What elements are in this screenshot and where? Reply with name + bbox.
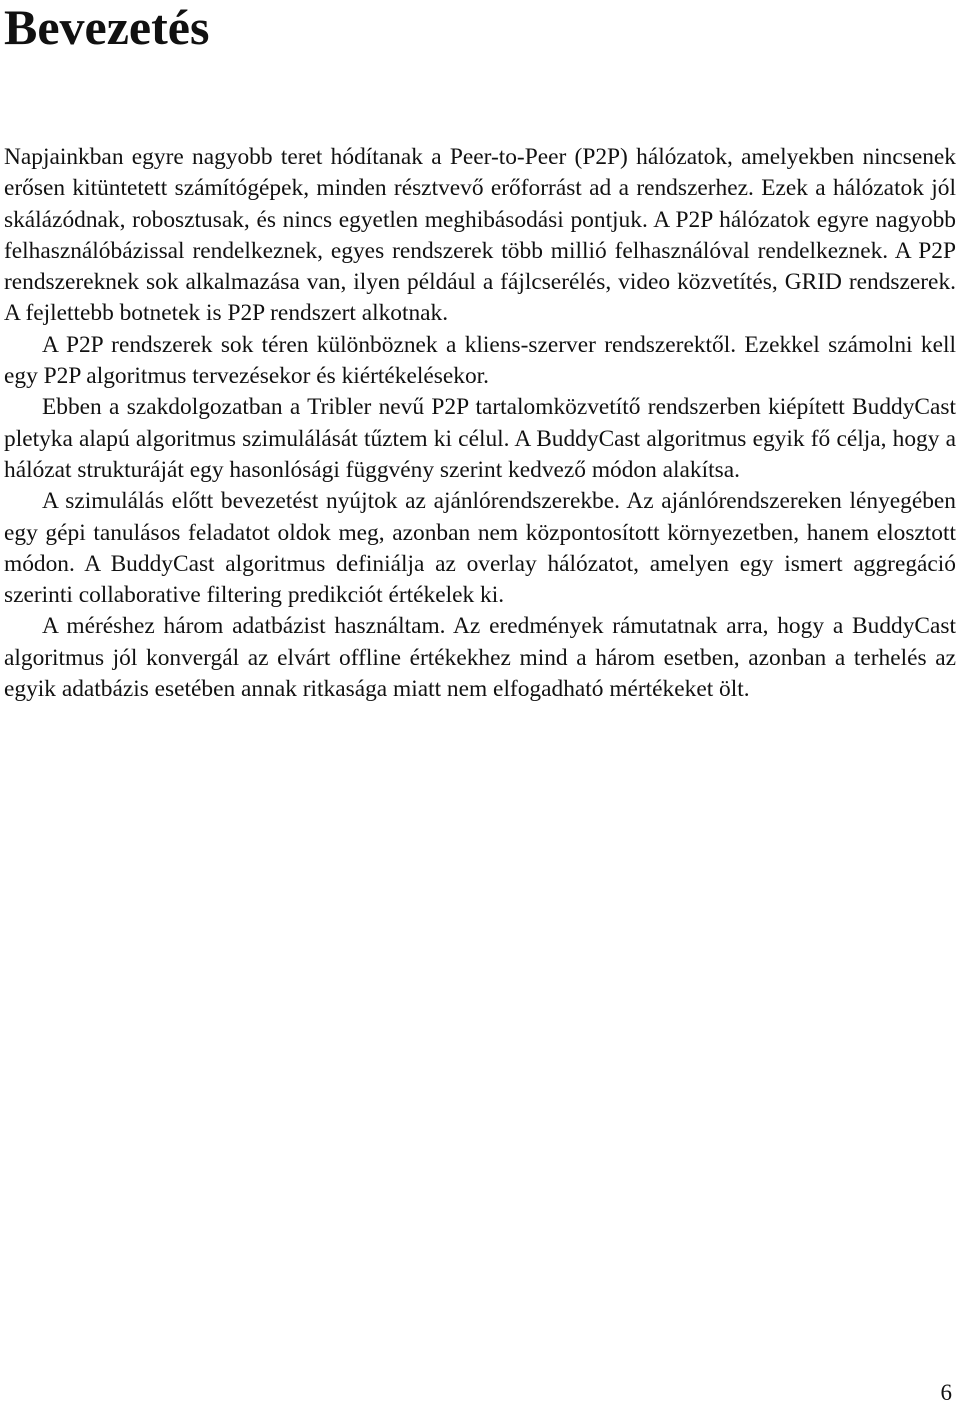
paragraph-recommender: A szimulálás előtt bevezetést nyújtok az ajánlórendszerekbe. Az ajánlórendszereken lényegében egy gépi tanulásos feladatot oldok meg, azonban nem központosított környezetben, hanem elosztott módon. A BuddyCast algoritmus definiálja az overlay hálózatot, amelyen egy ismert aggregáció szerinti collaborative filtering predikciót értékelek ki. (4, 488, 956, 609)
chapter-title: Bevezetés (4, 0, 210, 55)
page-number: 6 (940, 1380, 952, 1405)
paragraph-results: A méréshez három adatbázist használtam. Az eredmények rámutatnak arra, hogy a BuddyCast algoritmus jól konvergál az elvárt offline értékekhez mind a három esetben, azonban a terhelés az egyik adatbázis esetében annak ritkasága miatt nem elfogadható mértékeket ölt. (4, 613, 956, 703)
paragraph-intro: Napjainkban egyre nagyobb teret hódítanak a Peer-to-Peer (P2P) hálózatok, amelyekben nincsenek erősen kitüntetett számítógépek, minden résztvevő erőforrást ad a rendszerhez. Ezek a hálózatok jól skálázódnak, robosztusak, és nincs egyetlen meghibásodási pontjuk. A P2P hálózatok egyre nagyobb felhasználóbázissal rendelkeznek, egyes rendszerek több millió felhasználóval rendelkeznek. A P2P rendszereknek sok alkalmazása van, ilyen például a fájlcserélés, video közvetítés, GRID rendszerek. A fejlettebb botnetek is P2P rendszert alkotnak. (4, 144, 956, 327)
paragraph-thesis-goal: Ebben a szakdolgozatban a Tribler nevű P2P tartalomközvetítő rendszerben kiépített BuddyCast pletyka alapú algoritmus szimulálását tűztem ki célul. A BuddyCast algoritmus egyik fő célja, hogy a hálózat strukturáját egy hasonlósági függvény szerint kedvező módon alakítsa. (4, 394, 956, 483)
paragraph-client-server: A P2P rendszerek sok téren különböznek a kliens-szerver rendszerektől. Ezekkel számolni kell egy P2P algoritmus tervezésekor és kiértékelésekor. (4, 331, 956, 390)
body-text (4, 142, 956, 705)
